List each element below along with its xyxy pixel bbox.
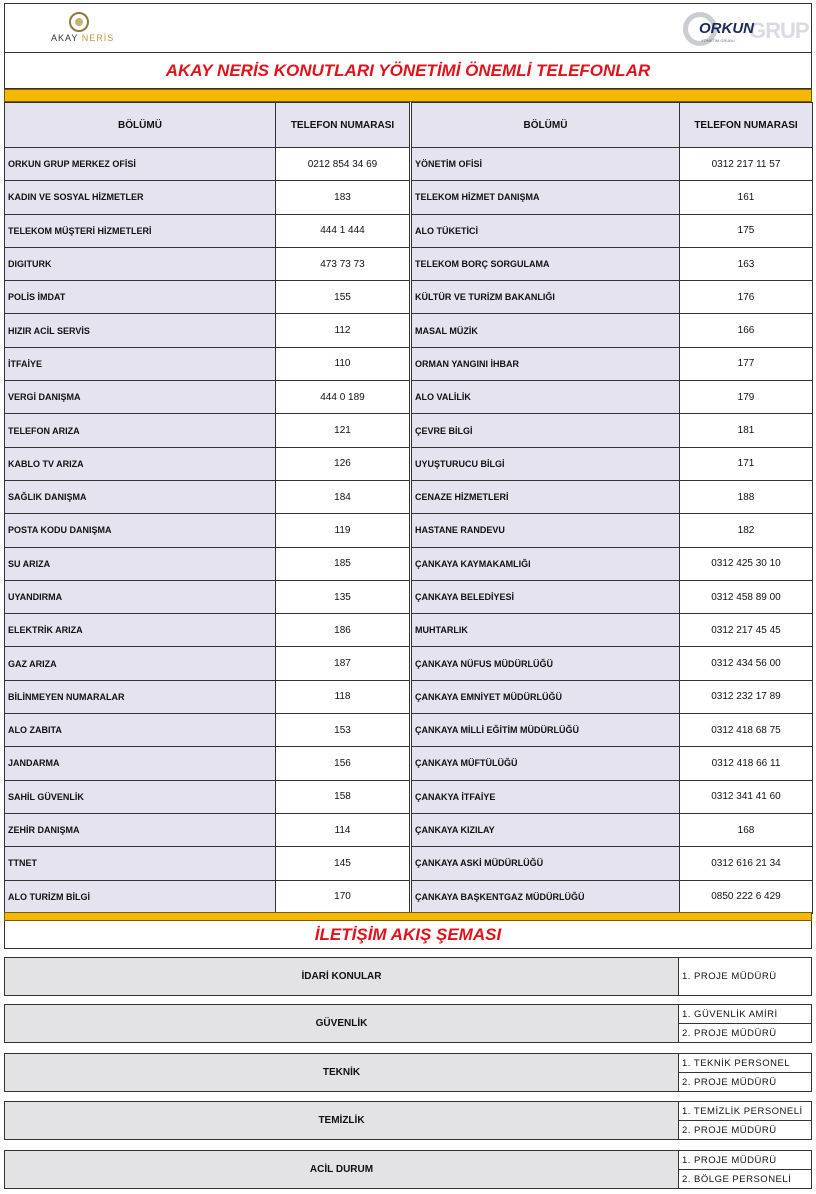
right-phone-cell: 166 bbox=[680, 314, 813, 347]
right-dept-cell: ÇANKAYA BAŞKENTGAZ MÜDÜRLÜĞÜ bbox=[412, 880, 680, 913]
flow-title: İLETİŞİM AKIŞ ŞEMASI bbox=[314, 924, 502, 944]
table-row bbox=[5, 780, 813, 813]
flow-step: 1. TEKNİK PERSONEL bbox=[682, 1057, 791, 1069]
flow-step: 2. PROJE MÜDÜRÜ bbox=[679, 1120, 811, 1139]
table-row bbox=[5, 614, 813, 647]
left-dept-cell: UYANDIRMA bbox=[5, 580, 276, 613]
left-phone-cell: 135 bbox=[276, 580, 410, 613]
table-row bbox=[5, 414, 813, 447]
left-phone-cell: 119 bbox=[276, 514, 410, 547]
left-phone-cell: 156 bbox=[276, 747, 410, 780]
left-dept-cell: BİLİNMEYEN NUMARALAR bbox=[5, 680, 276, 713]
right-phone-cell: 182 bbox=[680, 514, 813, 547]
left-dept-cell: TTNET bbox=[5, 847, 276, 880]
flow-box bbox=[4, 957, 812, 996]
right-phone-cell: 0312 434 56 00 bbox=[680, 647, 813, 680]
right-dept-cell: ÇANKAYA EMNİYET MÜDÜRLÜĞÜ bbox=[412, 680, 680, 713]
flow-step: 2. PROJE MÜDÜRÜ bbox=[679, 1023, 811, 1042]
left-dept-cell: HIZIR ACİL SERVİS bbox=[5, 314, 276, 347]
right-dept-cell: ÇANKAYA MİLLİ EĞİTİM MÜDÜRLÜĞÜ bbox=[412, 714, 680, 747]
flow-step: 1. GÜVENLİK AMİRİ bbox=[682, 1008, 778, 1020]
flow-steps bbox=[679, 1102, 811, 1139]
left-phone-cell: 185 bbox=[276, 547, 410, 580]
left-phone-cell: 114 bbox=[276, 813, 410, 846]
right-phone-cell: 168 bbox=[680, 813, 813, 846]
left-dept-cell: TELEKOM MÜŞTERİ HİZMETLERİ bbox=[5, 214, 276, 247]
flow-label: ACİL DURUM bbox=[5, 1151, 679, 1188]
left-dept-cell: JANDARMA bbox=[5, 747, 276, 780]
table-row bbox=[5, 514, 813, 547]
left-phone-cell: 155 bbox=[276, 281, 410, 314]
table-row bbox=[5, 314, 813, 347]
right-dept-cell: ÇANKAYA MÜFTÜLÜĞÜ bbox=[412, 747, 680, 780]
flow-title-box bbox=[4, 921, 812, 949]
left-phone-cell: 187 bbox=[276, 647, 410, 680]
right-phone-cell: 179 bbox=[680, 381, 813, 414]
left-dept-cell: ELEKTRİK ARIZA bbox=[5, 614, 276, 647]
right-dept-cell: TELEKOM HİZMET DANIŞMA bbox=[412, 181, 680, 214]
logo-ring-icon bbox=[69, 12, 89, 32]
right-dept-cell: ÇANKAYA KAYMAKAMLIĞI bbox=[412, 547, 680, 580]
flow-box bbox=[4, 1053, 812, 1092]
right-phone-cell: 0312 425 30 10 bbox=[680, 547, 813, 580]
header-right-dept: BÖLÜMÜ bbox=[412, 103, 680, 148]
right-dept-cell: ALO TÜKETİCİ bbox=[412, 214, 680, 247]
right-phone-cell: 171 bbox=[680, 447, 813, 480]
right-dept-cell: ÇANAKYA İTFAİYE bbox=[412, 780, 680, 813]
left-phone-cell: 183 bbox=[276, 181, 410, 214]
left-dept-cell: POLİS İMDAT bbox=[5, 281, 276, 314]
right-dept-cell: ÇANKAYA ASKİ MÜDÜRLÜĞÜ bbox=[412, 847, 680, 880]
left-phone-cell: 0212 854 34 69 bbox=[276, 148, 410, 181]
right-phone-cell: 181 bbox=[680, 414, 813, 447]
left-dept-cell: POSTA KODU DANIŞMA bbox=[5, 514, 276, 547]
table-row bbox=[5, 747, 813, 780]
left-phone-cell: 473 73 73 bbox=[276, 247, 410, 280]
logo-right-main: ORKUN bbox=[699, 20, 754, 37]
flow-steps bbox=[679, 958, 811, 995]
right-dept-cell: CENAZE HİZMETLERİ bbox=[412, 480, 680, 513]
table-row bbox=[5, 181, 813, 214]
right-phone-cell: 0312 616 21 34 bbox=[680, 847, 813, 880]
left-phone-cell: 170 bbox=[276, 880, 410, 913]
logo-right-ghost: GRUP bbox=[749, 18, 809, 43]
left-phone-cell: 158 bbox=[276, 780, 410, 813]
logo-right-sub: YÖNETİM GRUBU bbox=[701, 38, 735, 43]
left-phone-cell: 444 0 189 bbox=[276, 381, 410, 414]
right-dept-cell: YÖNETİM OFİSİ bbox=[412, 148, 680, 181]
table-row bbox=[5, 847, 813, 880]
right-dept-cell: HASTANE RANDEVU bbox=[412, 514, 680, 547]
left-dept-cell: ORKUN GRUP MERKEZ OFİSİ bbox=[5, 148, 276, 181]
left-dept-cell: DIGITURK bbox=[5, 247, 276, 280]
table-row bbox=[5, 580, 813, 613]
flow-box bbox=[4, 1150, 812, 1189]
logo-left-sub: NERİS bbox=[81, 33, 115, 43]
flow-box bbox=[4, 1101, 812, 1140]
left-dept-cell: GAZ ARIZA bbox=[5, 647, 276, 680]
left-phone-cell: 126 bbox=[276, 447, 410, 480]
right-phone-cell: 177 bbox=[680, 347, 813, 380]
right-phone-cell: 176 bbox=[680, 281, 813, 314]
flow-label: TEMİZLİK bbox=[5, 1102, 679, 1139]
left-dept-cell: ALO TURİZM BİLGİ bbox=[5, 880, 276, 913]
right-dept-cell: MASAL MÜZİK bbox=[412, 314, 680, 347]
table-row bbox=[5, 680, 813, 713]
table-row bbox=[5, 214, 813, 247]
right-phone-cell: 188 bbox=[680, 480, 813, 513]
right-dept-cell: ALO VALİLİK bbox=[412, 381, 680, 414]
flow-label: TEKNİK bbox=[5, 1054, 679, 1091]
left-phone-cell: 145 bbox=[276, 847, 410, 880]
akay-neris-logo bbox=[45, 12, 125, 46]
left-phone-cell: 186 bbox=[276, 614, 410, 647]
left-dept-cell: ALO ZABITA bbox=[5, 714, 276, 747]
right-dept-cell: ÇANKAYA NÜFUS MÜDÜRLÜĞÜ bbox=[412, 647, 680, 680]
table-row bbox=[5, 480, 813, 513]
flow-step: 1. PROJE MÜDÜRÜ bbox=[682, 1154, 777, 1166]
flow-box bbox=[4, 1004, 812, 1043]
phone-table bbox=[4, 102, 813, 914]
table-row bbox=[5, 148, 813, 181]
page-header bbox=[4, 3, 812, 53]
table-row bbox=[5, 647, 813, 680]
right-dept-cell: UYUŞTURUCU BİLGİ bbox=[412, 447, 680, 480]
right-dept-cell: ORMAN YANGINI İHBAR bbox=[412, 347, 680, 380]
right-phone-cell: 0312 341 41 60 bbox=[680, 780, 813, 813]
table-row bbox=[5, 247, 813, 280]
flow-step: 2. PROJE MÜDÜRÜ bbox=[679, 1072, 811, 1091]
left-dept-cell: SU ARIZA bbox=[5, 547, 276, 580]
flow-steps bbox=[679, 1054, 811, 1091]
table-row bbox=[5, 714, 813, 747]
left-dept-cell: KADIN VE SOSYAL HİZMETLER bbox=[5, 181, 276, 214]
flow-step: 1. TEMİZLİK PERSONELİ bbox=[682, 1105, 803, 1117]
flow-steps bbox=[679, 1005, 811, 1042]
table-row bbox=[5, 447, 813, 480]
table-row bbox=[5, 813, 813, 846]
orkun-grup-logo bbox=[683, 12, 809, 46]
title-box bbox=[4, 53, 812, 89]
header-right-phone: TELEFON NUMARASI bbox=[680, 103, 813, 148]
right-phone-cell: 0312 232 17 89 bbox=[680, 680, 813, 713]
flow-step: 2. BÖLGE PERSONELİ bbox=[679, 1169, 811, 1188]
page-title: AKAY NERİS KONUTLARI YÖNETİMİ ÖNEMLİ TELEFONLAR bbox=[165, 60, 651, 80]
right-phone-cell: 0850 222 6 429 bbox=[680, 880, 813, 913]
right-dept-cell: KÜLTÜR VE TURİZM BAKANLIĞI bbox=[412, 281, 680, 314]
table-header-row bbox=[5, 103, 813, 148]
left-phone-cell: 444 1 444 bbox=[276, 214, 410, 247]
left-phone-cell: 118 bbox=[276, 680, 410, 713]
logo-left-main: AKAY bbox=[51, 33, 79, 43]
left-phone-cell: 110 bbox=[276, 347, 410, 380]
right-dept-cell: ÇANKAYA BELEDİYESİ bbox=[412, 580, 680, 613]
header-left-phone: TELEFON NUMARASI bbox=[276, 103, 410, 148]
left-dept-cell: İTFAİYE bbox=[5, 347, 276, 380]
left-phone-cell: 153 bbox=[276, 714, 410, 747]
right-phone-cell: 0312 418 66 11 bbox=[680, 747, 813, 780]
flow-label: GÜVENLİK bbox=[5, 1005, 679, 1042]
top-gold-divider bbox=[4, 89, 812, 102]
right-dept-cell: MUHTARLIK bbox=[412, 614, 680, 647]
left-dept-cell: SAĞLIK DANIŞMA bbox=[5, 480, 276, 513]
left-dept-cell: KABLO TV ARIZA bbox=[5, 447, 276, 480]
left-dept-cell: VERGİ DANIŞMA bbox=[5, 381, 276, 414]
table-row bbox=[5, 547, 813, 580]
right-phone-cell: 0312 418 68 75 bbox=[680, 714, 813, 747]
flow-step: 1. PROJE MÜDÜRÜ bbox=[682, 971, 777, 982]
right-phone-cell: 0312 458 89 00 bbox=[680, 580, 813, 613]
right-phone-cell: 163 bbox=[680, 247, 813, 280]
table-row bbox=[5, 347, 813, 380]
left-phone-cell: 184 bbox=[276, 480, 410, 513]
right-dept-cell: ÇEVRE BİLGİ bbox=[412, 414, 680, 447]
right-phone-cell: 0312 217 45 45 bbox=[680, 614, 813, 647]
left-phone-cell: 121 bbox=[276, 414, 410, 447]
left-dept-cell: ZEHİR DANIŞMA bbox=[5, 813, 276, 846]
right-phone-cell: 0312 217 11 57 bbox=[680, 148, 813, 181]
table-row bbox=[5, 281, 813, 314]
right-dept-cell: TELEKOM BORÇ SORGULAMA bbox=[412, 247, 680, 280]
left-dept-cell: SAHİL GÜVENLİK bbox=[5, 780, 276, 813]
right-phone-cell: 161 bbox=[680, 181, 813, 214]
header-left-dept: BÖLÜMÜ bbox=[5, 103, 276, 148]
left-dept-cell: TELEFON ARIZA bbox=[5, 414, 276, 447]
flow-steps bbox=[679, 1151, 811, 1188]
bottom-gold-divider bbox=[4, 912, 812, 921]
left-phone-cell: 112 bbox=[276, 314, 410, 347]
right-phone-cell: 175 bbox=[680, 214, 813, 247]
table-row bbox=[5, 381, 813, 414]
right-dept-cell: ÇANKAYA KIZILAY bbox=[412, 813, 680, 846]
flow-label: İDARİ KONULAR bbox=[5, 958, 679, 995]
table-row bbox=[5, 880, 813, 913]
